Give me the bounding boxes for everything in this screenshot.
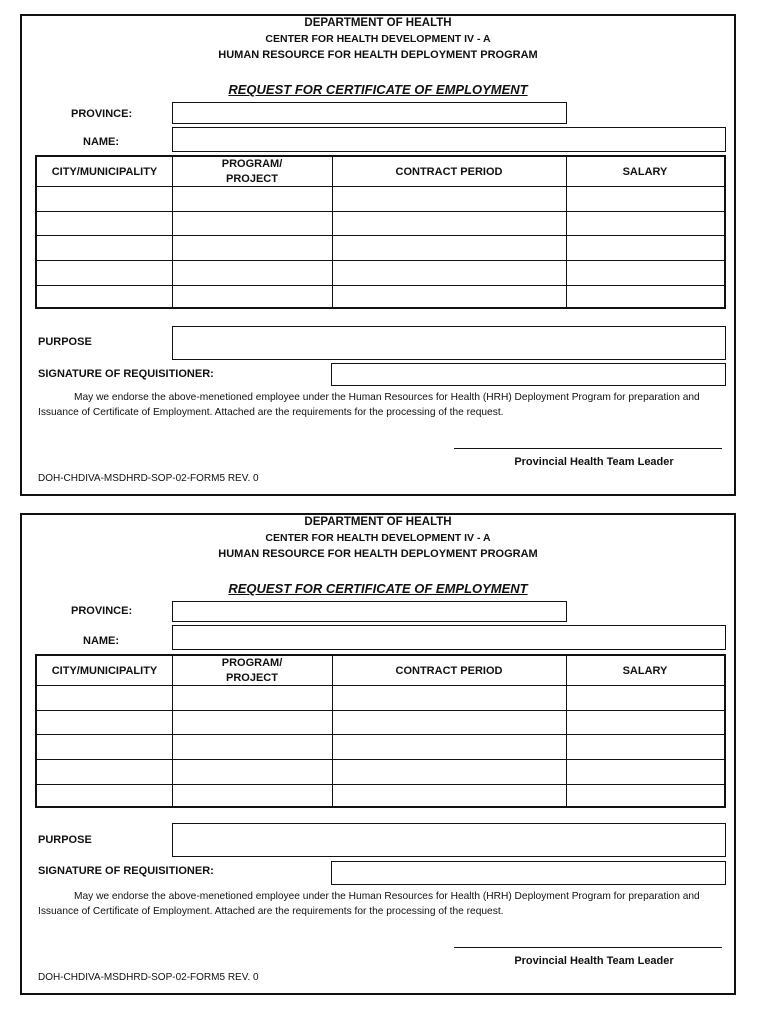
column-header-program: PROGRAM/ PROJECT: [221, 158, 283, 185]
endorsement-paragraph: May we endorse the above-menetioned employee under the Human Resources for Health (HRH) Deployment Program for preparation and Issuance of Certificate of Employment. Attached are the requirements for the processing of the request.: [38, 891, 700, 917]
signature-label: SIGNATURE OF REQUISITIONER:: [38, 865, 214, 877]
purpose-field[interactable]: [172, 823, 726, 857]
province-label: PROVINCE:: [71, 108, 133, 120]
endorsement-paragraph: May we endorse the above-menetioned employee under the Human Resources for Health (HRH) Deployment Program for preparation and Issuance of Certificate of Employment. Attached are the requirements for the processing of the request.: [38, 392, 700, 418]
province-field[interactable]: [172, 102, 567, 124]
name-field[interactable]: [172, 127, 726, 152]
column-header-city: CITY/MUNICIPALITY: [51, 165, 158, 178]
department-heading: DEPARTMENT OF HEALTH: [304, 516, 452, 528]
column-header-program: PROGRAM/ PROJECT: [221, 657, 283, 684]
employment-table: [35, 654, 726, 808]
department-heading: DEPARTMENT OF HEALTH: [304, 17, 452, 29]
province-field[interactable]: [172, 601, 567, 622]
column-header-contract-period: CONTRACT PERIOD: [395, 664, 503, 677]
form-code: DOH-CHDIVA-MSDHRD-SOP-02-FORM5 REV. 0: [38, 972, 259, 983]
signatory-line: [454, 448, 722, 449]
request-form-2: [20, 513, 736, 995]
purpose-label: PURPOSE: [38, 336, 92, 348]
signature-label: SIGNATURE OF REQUISITIONER:: [38, 368, 214, 380]
program-heading: HUMAN RESOURCE FOR HEALTH DEPLOYMENT PROGRAM: [218, 548, 538, 560]
form-title: REQUEST FOR CERTIFICATE OF EMPLOYMENT: [228, 82, 528, 97]
purpose-label: PURPOSE: [38, 834, 92, 846]
request-form-1: [20, 14, 736, 496]
column-header-salary: SALARY: [622, 664, 668, 677]
purpose-field[interactable]: [172, 326, 726, 360]
signature-field[interactable]: [331, 861, 726, 885]
employment-table: [35, 155, 726, 309]
form-code: DOH-CHDIVA-MSDHRD-SOP-02-FORM5 REV. 0: [38, 473, 259, 484]
column-header-contract-period: CONTRACT PERIOD: [395, 165, 503, 178]
center-heading: CENTER FOR HEALTH DEVELOPMENT IV - A: [265, 33, 491, 45]
signature-field[interactable]: [331, 363, 726, 386]
center-heading: CENTER FOR HEALTH DEVELOPMENT IV - A: [265, 532, 491, 544]
signatory-line: [454, 947, 722, 948]
province-label: PROVINCE:: [71, 605, 133, 617]
column-header-salary: SALARY: [622, 165, 668, 178]
signatory-title: Provincial Health Team Leader: [514, 456, 674, 468]
program-heading: HUMAN RESOURCE FOR HEALTH DEPLOYMENT PROGRAM: [218, 49, 538, 61]
name-field[interactable]: [172, 625, 726, 650]
column-header-city: CITY/MUNICIPALITY: [51, 664, 158, 677]
name-label: NAME:: [83, 136, 120, 148]
form-title: REQUEST FOR CERTIFICATE OF EMPLOYMENT: [228, 581, 528, 596]
name-label: NAME:: [83, 635, 120, 647]
signatory-title: Provincial Health Team Leader: [514, 955, 674, 967]
